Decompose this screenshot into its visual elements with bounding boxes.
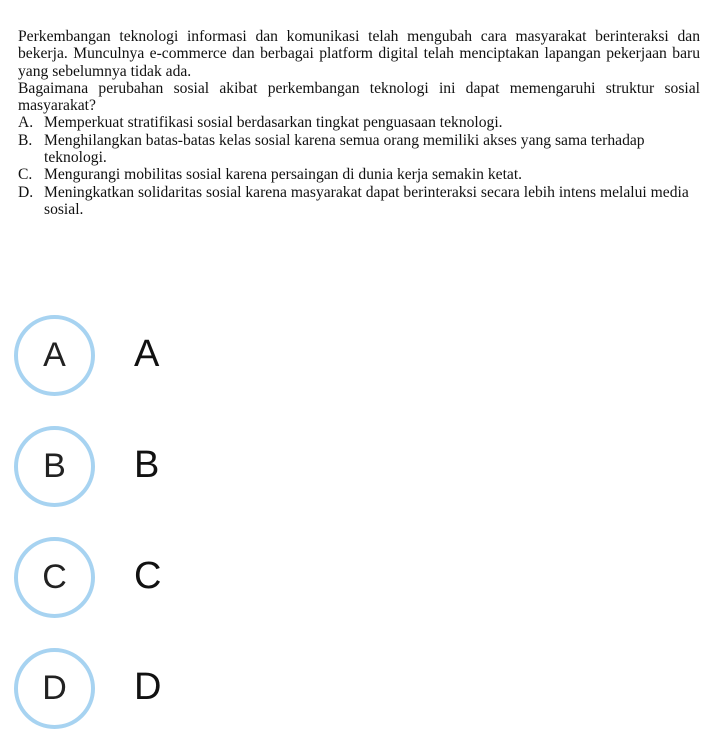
question-stem: Perkembangan teknologi informasi dan komunikasi telah mengubah cara masyarakat berinteraksi dan bekerja. Munculnya e-commerce dan berbagai platform digital telah menciptakan lapangan pekerjaan baru yang sebelumnya tidak ada.: [18, 28, 700, 80]
answer-choice-b[interactable]: [14, 426, 214, 512]
question-block: [18, 28, 700, 218]
question-prompt: Bagaimana perubahan sosial akibat perkembangan teknologi ini dapat memengaruhi struktur sosial masyarakat?: [18, 79, 700, 115]
answer-choice-d[interactable]: [14, 648, 214, 734]
option-b-text: [18, 132, 700, 167]
option-a-content: Memperkuat stratifikasi sosial berdasarkan tingkat penguasaan teknologi.: [44, 114, 503, 132]
option-b-letter: B.: [18, 131, 33, 149]
option-c-content: Mengurangi mobilitas sosial karena persaingan di dunia kerja semakin ketat.: [44, 166, 523, 184]
option-a-text: [18, 114, 700, 131]
option-d-text: [18, 184, 700, 219]
option-c-text: [18, 166, 700, 183]
answer-d-label[interactable]: D: [134, 666, 162, 708]
option-c-letter: C.: [18, 166, 33, 184]
answer-a-label[interactable]: A: [134, 333, 160, 375]
answer-d-button[interactable]: D: [14, 648, 95, 729]
answer-b-button[interactable]: B: [14, 426, 95, 507]
option-d-content: Meningkatkan solidaritas sosial karena masyarakat dapat berinteraksi secara lebih intens melalui media sosial.: [44, 183, 689, 218]
answer-a-button[interactable]: A: [14, 315, 95, 396]
answer-b-label[interactable]: B: [134, 444, 160, 486]
answer-c-label[interactable]: C: [134, 555, 162, 597]
answer-choice-c[interactable]: [14, 537, 214, 623]
option-a-letter: A.: [18, 114, 34, 132]
option-b-content: Menghilangkan batas-batas kelas sosial karena semua orang memiliki akses yang sama terhadap teknologi.: [44, 131, 645, 167]
answer-choice-a[interactable]: [14, 315, 214, 401]
option-d-letter: D.: [18, 183, 34, 201]
answer-c-button[interactable]: C: [14, 537, 95, 618]
